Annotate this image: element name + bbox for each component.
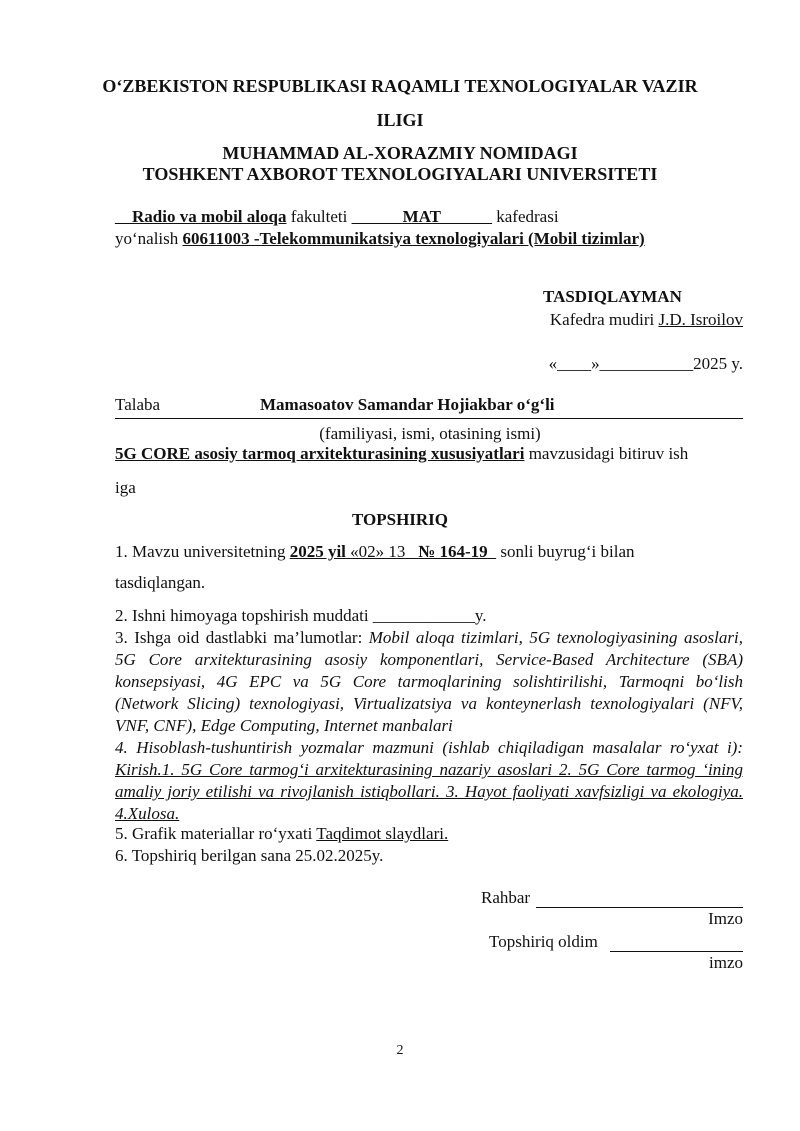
department-word: kafedrasi xyxy=(496,207,559,226)
page-number: 2 xyxy=(396,1043,404,1058)
supervisor-label: Rahbar xyxy=(481,888,531,907)
approval-head xyxy=(550,310,743,330)
item5-value: Taqdimot slaydlari. xyxy=(316,824,449,843)
topic-line xyxy=(115,444,688,464)
assignment-item-1-cont: tasdiqlangan. xyxy=(115,573,206,592)
item4-label: 4. Hisoblash-tushuntirish yozmalar mazmuni (ishlab chiqiladigan masalalar ro‘yxat i): xyxy=(115,738,743,757)
approval-date: «____»___________2025 y. xyxy=(548,354,743,373)
assignment-heading: TOPSHIRIQ xyxy=(351,510,449,529)
assignment-item-1 xyxy=(115,542,635,562)
approval-title: TASDIQLAYMAN xyxy=(543,287,682,306)
university-title: MUHAMMAD AL-XORAZMIY NOMIDAGI xyxy=(222,143,578,163)
ministry-title-cont: ILIGI xyxy=(376,110,424,130)
item1-suffix: sonli buyrug‘i bilan xyxy=(500,542,635,561)
item1-order xyxy=(290,542,496,561)
approval-head-label: Kafedra mudiri xyxy=(549,310,655,329)
assignment-item-2: 2. Ishni himoyaga topshirish muddati ____________y. xyxy=(115,606,487,625)
ministry-title: O‘ZBEKISTON RESPUBLIKASI RAQAMLI TEXNOLOGIYALAR VAZIR xyxy=(102,76,698,96)
item1-year: 2025 yil xyxy=(289,542,346,561)
university-subtitle: TOSHKENT AXBOROT TEXNOLOGIYALARI UNIVERSITETI xyxy=(142,164,658,184)
item5-label: 5. Grafik materiallar ro‘yxati xyxy=(115,824,313,843)
department-name: MAT xyxy=(402,207,442,226)
approval-head-name: J.D. Isroilov xyxy=(658,310,743,329)
item4-text: Kirish.1. 5G Core tarmog‘i arxitekturasining nazariy asoslari 2. 5G Core tarmog ‘ining amaliy joriy etilishi va rivojlanish istiqbollari. 3. Hayot faoliyati xavfsizligi va ekologiya. 4.Xulosa. xyxy=(115,760,743,823)
supervisor-signature-line xyxy=(536,907,743,908)
assignment-item-6: 6. Topshiriq berilgan sana 25.02.2025y. xyxy=(115,846,384,865)
item3-text: Mobil aloqa tizimlari, 5G texnologiyasining asoslari, 5G Core arxitekturasining asosiy komponentlari, Service-Based Architecture (SBA) konsepsiyasi, 4G EPC va 5G Core tarmoqlarining solishtirilishi, Tarmoqni bo‘lish (Network Slicing) texnologiyasi, Virtualizatsiya va konteynerlash texnologiyalari (NFV, VNF, CNF), Edge Computing, Internet manbalari xyxy=(115,628,743,735)
faculty-line xyxy=(115,207,559,227)
student-label: Talaba xyxy=(115,395,161,414)
direction-label: yo‘nalish xyxy=(115,229,179,248)
received-label: Topshiriq oldim xyxy=(489,932,598,951)
item1-prefix: 1. Mavzu universitetning xyxy=(115,542,286,561)
topic-suffix-cont: iga xyxy=(115,478,136,497)
student-name: Mamasoatov Samandar Hojiakbar o‘g‘li xyxy=(260,395,555,414)
assignment-item-3 xyxy=(115,627,743,737)
assignment-item-4 xyxy=(115,737,743,825)
direction-value: 60611003 -Telekommunikatsiya texnologiyalari (Mobil tizimlar) xyxy=(182,229,645,248)
department-blank-right: ______ xyxy=(441,207,493,226)
faculty-word: fakulteti xyxy=(290,207,348,226)
item1-number: № 164-19 xyxy=(418,542,488,561)
assignment-item-5 xyxy=(115,824,448,844)
topic-title: 5G CORE asosiy tarmoq arxitekturasining xususiyatlari xyxy=(115,444,525,463)
item3-label: 3. Ishga oid dastlabki ma’lumotlar: xyxy=(115,628,363,647)
direction-line xyxy=(115,229,645,249)
received-signature-line xyxy=(610,951,743,952)
faculty-prefix: __ xyxy=(115,207,132,226)
student-caption: (familiyasi, ismi, otasining ismi) xyxy=(319,424,541,443)
student-name-line xyxy=(115,418,743,419)
faculty-name: Radio va mobil aloqa xyxy=(132,207,287,226)
item1-date: «02» 13 xyxy=(350,542,406,561)
supervisor-caption: Imzo xyxy=(708,909,743,928)
department-blank-left: ______ xyxy=(351,207,403,226)
topic-suffix: mavzusidagi bitiruv ish xyxy=(528,444,689,463)
received-caption: imzo xyxy=(709,953,743,972)
